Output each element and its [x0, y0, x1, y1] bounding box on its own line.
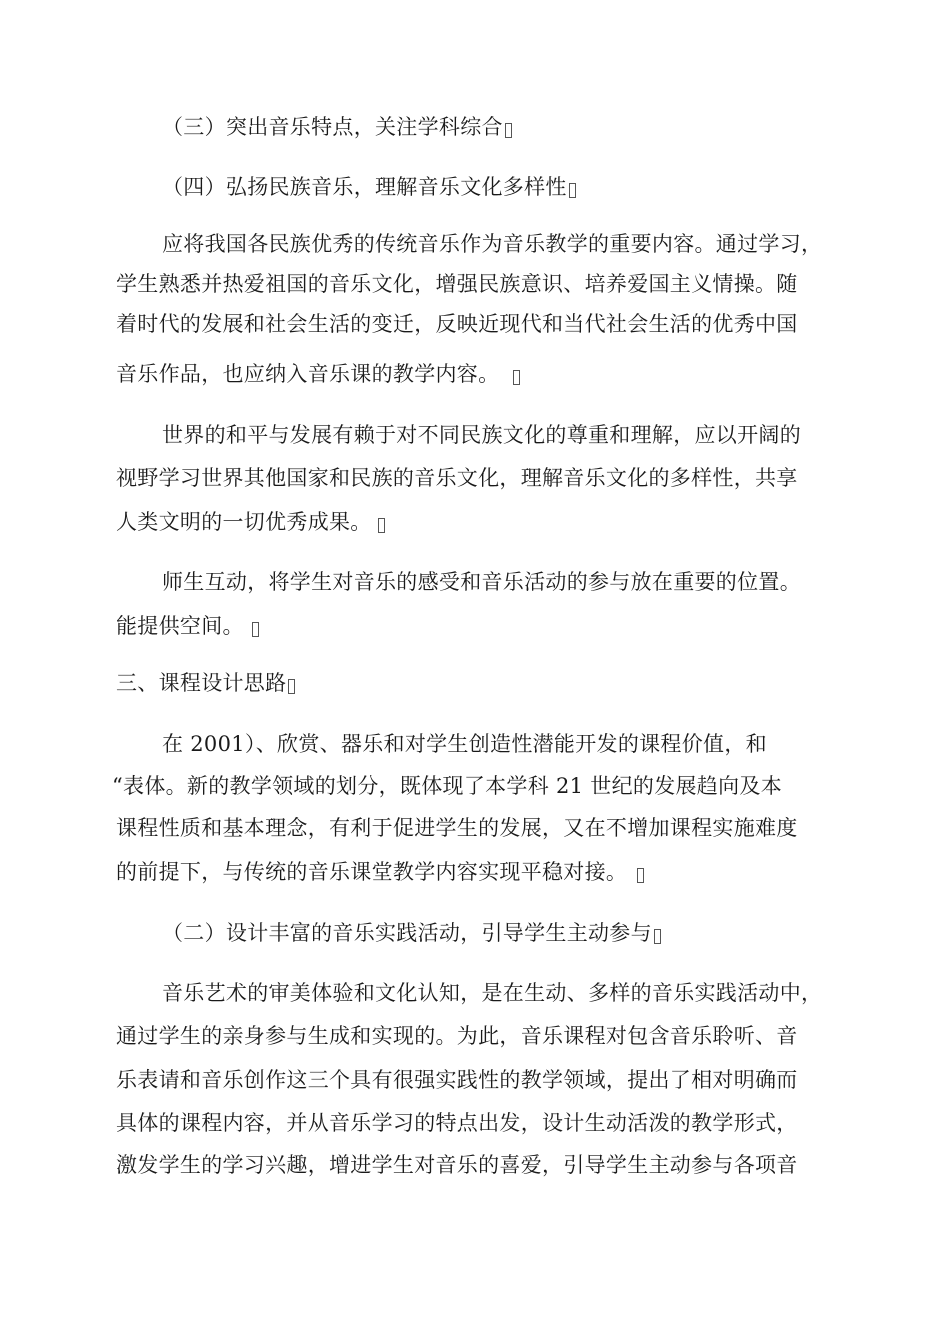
paragraph-line: 世界的和平与发展有赖于对不同民族文化的尊重和理解，应以开阔的 [162, 423, 801, 447]
section-heading: 三、课程设计思路 [116, 668, 295, 698]
paragraph-mark-icon [252, 622, 259, 637]
paragraph-line: 学生熟悉并热爱祖国的音乐文化，增强民族意识、培养爱国主义情操。随 [116, 272, 798, 296]
paragraph-mark-icon [569, 183, 576, 198]
paragraph-line: 能提供空间。 [116, 611, 259, 641]
paragraph-mark-icon [654, 929, 661, 944]
paragraph-line: 人类文明的一切优秀成果。 [116, 507, 385, 537]
paragraph-line: 音乐作品，也应纳入音乐课的教学内容。 [116, 359, 520, 389]
paragraph-line: 的前提下，与传统的音乐课堂教学内容实现平稳对接。 [116, 857, 644, 887]
heading-2: （二）设计丰富的音乐实践活动，引导学生主动参与 [162, 918, 661, 948]
paragraph-line: 应将我国各民族优秀的传统音乐作为音乐教学的重要内容。通过学习， [162, 232, 823, 256]
paragraph-mark-icon [513, 370, 520, 385]
paragraph-mark-icon [378, 518, 385, 533]
paragraph-line: 着时代的发展和社会生活的变迁，反映近现代和当代社会生活的优秀中国 [116, 312, 798, 336]
paragraph-line: 在 2001）、欣赏、器乐和对学生创造性潜能开发的课程价值，和 [162, 732, 767, 756]
paragraph-mark-icon [288, 679, 295, 694]
paragraph-line: 通过学生的亲身参与生成和实现的。为此，音乐课程对包含音乐聆听、音 [116, 1024, 798, 1048]
paragraph-line: 具体的课程内容，并从音乐学习的特点出发，设计生动活泼的教学形式， [116, 1111, 798, 1135]
paragraph-line: “表体。新的教学领域的划分，既体现了本学科 21 世纪的发展趋向及本 [112, 774, 783, 798]
paragraph-line: 音乐艺术的审美体验和文化认知，是在生动、多样的音乐实践活动中， [162, 981, 823, 1005]
paragraph-line: 课程性质和基本理念，有利于促进学生的发展，又在不增加课程实施难度 [116, 816, 798, 840]
paragraph-line: 师生互动，将学生对音乐的感受和音乐活动的参与放在重要的位置。 [162, 570, 801, 594]
paragraph-line: 激发学生的学习兴趣，增进学生对音乐的喜爱，引导学生主动参与各项音 [116, 1153, 798, 1177]
heading-4: （四）弘扬民族音乐，理解音乐文化多样性 [162, 172, 576, 202]
paragraph-mark-icon [637, 868, 644, 883]
paragraph-mark-icon [505, 123, 512, 138]
paragraph-line: 乐表请和音乐创作这三个具有很强实践性的教学领域，提出了相对明确而 [116, 1068, 798, 1092]
paragraph-line: 视野学习世界其他国家和民族的音乐文化，理解音乐文化的多样性，共享 [116, 466, 798, 490]
heading-3: （三）突出音乐特点，关注学科综合 [162, 112, 512, 142]
